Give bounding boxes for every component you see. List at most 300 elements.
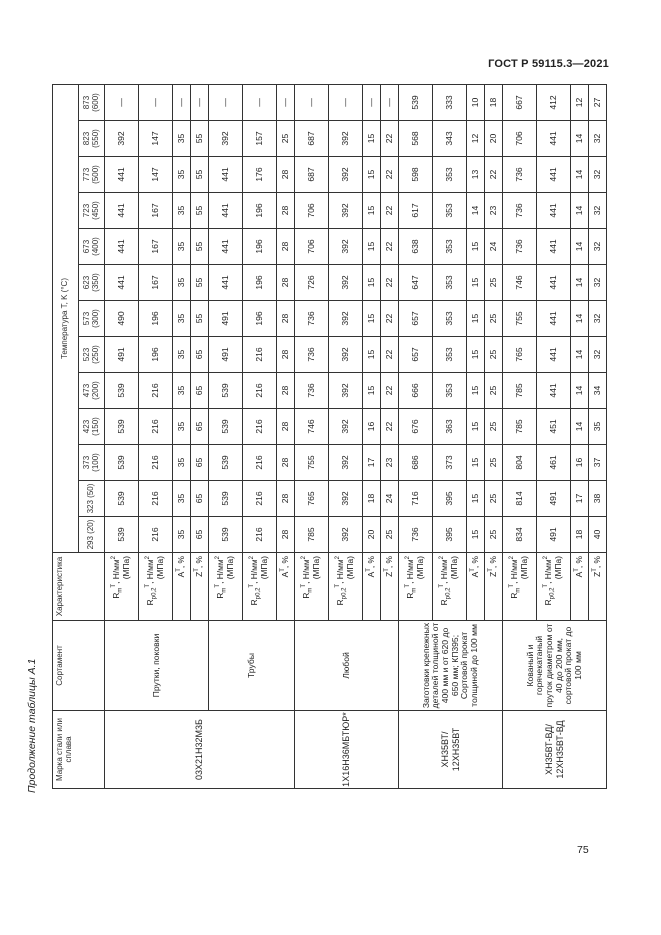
sortament-cell: Прутки, поковки — [105, 621, 209, 711]
value-cell: 34 — [589, 373, 607, 409]
value-cell: 441 — [105, 157, 139, 193]
value-cell: 12 — [467, 121, 485, 157]
value-cell: 25 — [485, 265, 503, 301]
value-cell: 686 — [399, 445, 433, 481]
value-cell: 441 — [209, 157, 243, 193]
value-cell: 14 — [571, 373, 589, 409]
temperature-cell: 323 (50) — [79, 481, 105, 517]
value-cell: 35 — [173, 373, 191, 409]
value-cell: 14 — [571, 121, 589, 157]
value-cell: 18 — [571, 517, 589, 553]
value-cell: 687 — [295, 157, 329, 193]
value-cell: 392 — [329, 409, 363, 445]
value-cell: 14 — [571, 301, 589, 337]
value-cell: 353 — [433, 373, 467, 409]
value-cell: 22 — [381, 157, 399, 193]
value-cell: 353 — [433, 193, 467, 229]
value-cell: 343 — [433, 121, 467, 157]
temperature-cell: 873 (600) — [79, 85, 105, 121]
value-cell: 38 — [589, 481, 607, 517]
value-cell: 22 — [381, 229, 399, 265]
value-cell: 55 — [191, 229, 209, 265]
temperature-cell: 823 (550) — [79, 121, 105, 157]
value-cell: 441 — [209, 193, 243, 229]
value-cell: 35 — [173, 265, 191, 301]
value-cell: 736 — [399, 517, 433, 553]
table-row — [209, 85, 243, 789]
value-cell: 765 — [503, 337, 537, 373]
value-cell: 28 — [277, 481, 295, 517]
value-cell: 167 — [139, 265, 173, 301]
value-cell: 55 — [191, 265, 209, 301]
temperature-cell: 523 (250) — [79, 337, 105, 373]
temperature-cell: 473 (200) — [79, 373, 105, 409]
grade-cell: ХН35ВТ/ 12ХН35ВТ — [399, 711, 503, 789]
value-cell: 167 — [139, 229, 173, 265]
value-cell: 392 — [329, 157, 363, 193]
value-cell: 14 — [571, 229, 589, 265]
table-row — [295, 85, 329, 789]
sortament-cell: Кованый и горячекатаный пруток диаметром от 40 до 200 мм, сортовой прокат до 100 мм — [503, 621, 607, 711]
value-cell: 706 — [295, 229, 329, 265]
value-cell: 14 — [571, 409, 589, 445]
value-cell: — — [191, 85, 209, 121]
value-cell: 28 — [277, 265, 295, 301]
value-cell: 22 — [381, 301, 399, 337]
value-cell: 392 — [329, 193, 363, 229]
value-cell: 35 — [173, 517, 191, 553]
value-cell: 15 — [467, 409, 485, 445]
value-cell: 196 — [243, 229, 277, 265]
value-cell: 491 — [537, 517, 571, 553]
temperature-cell: 773 (500) — [79, 157, 105, 193]
value-cell: 25 — [485, 373, 503, 409]
value-cell: 539 — [105, 517, 139, 553]
value-cell: 23 — [381, 445, 399, 481]
value-cell: 353 — [433, 229, 467, 265]
value-cell: 539 — [105, 445, 139, 481]
temperature-cell: 673 (400) — [79, 229, 105, 265]
value-cell: 451 — [537, 409, 571, 445]
document-id: ГОСТ Р 59115.3—2021 — [488, 58, 609, 70]
value-cell: 196 — [243, 265, 277, 301]
value-cell: 441 — [537, 265, 571, 301]
value-cell: 40 — [589, 517, 607, 553]
temperature-cell: 623 (350) — [79, 265, 105, 301]
value-cell: 35 — [173, 301, 191, 337]
value-cell: 216 — [139, 445, 173, 481]
value-cell: 15 — [467, 445, 485, 481]
value-cell: 441 — [209, 229, 243, 265]
value-cell: — — [105, 85, 139, 121]
value-cell: 20 — [485, 121, 503, 157]
value-cell: 17 — [363, 445, 381, 481]
grade-cell: ХН35ВТ-ВД/ 12ХН35ВТ-ВД — [503, 711, 607, 789]
value-cell: 35 — [173, 229, 191, 265]
value-cell: 392 — [329, 265, 363, 301]
value-cell: 216 — [139, 373, 173, 409]
value-cell: 28 — [277, 445, 295, 481]
value-cell: 687 — [295, 121, 329, 157]
value-cell: 638 — [399, 229, 433, 265]
value-cell: — — [243, 85, 277, 121]
characteristic-z: $Z^T$, % — [589, 553, 607, 621]
value-cell: 736 — [295, 373, 329, 409]
value-cell: 27 — [589, 85, 607, 121]
grade-header: Марка стали или сплава — [53, 711, 105, 789]
value-cell: 16 — [571, 445, 589, 481]
value-cell: 392 — [329, 517, 363, 553]
value-cell: — — [173, 85, 191, 121]
value-cell: 412 — [537, 85, 571, 121]
value-cell: 196 — [139, 301, 173, 337]
value-cell: 196 — [139, 337, 173, 373]
value-cell: 216 — [243, 373, 277, 409]
value-cell: 15 — [363, 157, 381, 193]
value-cell: 676 — [399, 409, 433, 445]
value-cell: 15 — [363, 121, 381, 157]
value-cell: 441 — [105, 193, 139, 229]
value-cell: 28 — [277, 301, 295, 337]
value-cell: 392 — [329, 337, 363, 373]
value-cell: 539 — [105, 409, 139, 445]
value-cell: 28 — [277, 409, 295, 445]
value-cell: 35 — [173, 193, 191, 229]
value-cell: 147 — [139, 121, 173, 157]
value-cell: 834 — [503, 517, 537, 553]
value-cell: 55 — [191, 121, 209, 157]
value-cell: 353 — [433, 265, 467, 301]
value-cell: 392 — [329, 481, 363, 517]
value-cell: 25 — [485, 445, 503, 481]
value-cell: 216 — [139, 409, 173, 445]
value-cell: — — [363, 85, 381, 121]
value-cell: 539 — [209, 445, 243, 481]
value-cell: 491 — [209, 301, 243, 337]
temperature-cell: 573 (300) — [79, 301, 105, 337]
value-cell: 746 — [503, 265, 537, 301]
temperature-cell: 723 (450) — [79, 193, 105, 229]
value-cell: 65 — [191, 481, 209, 517]
value-cell: 392 — [329, 121, 363, 157]
value-cell: — — [209, 85, 243, 121]
value-cell: 736 — [503, 157, 537, 193]
value-cell: 539 — [105, 373, 139, 409]
value-cell: 25 — [485, 337, 503, 373]
value-cell: 353 — [433, 337, 467, 373]
value-cell: 785 — [503, 373, 537, 409]
value-cell: 441 — [537, 301, 571, 337]
value-cell: 706 — [503, 121, 537, 157]
characteristic-rp: $R_{p0,2}^T$, $Н/мм^2$ (МПа) — [329, 553, 363, 621]
value-cell: 37 — [589, 445, 607, 481]
value-cell: 35 — [173, 409, 191, 445]
sortament-cell: Любой — [295, 621, 399, 711]
value-cell: 15 — [363, 229, 381, 265]
value-cell: 746 — [295, 409, 329, 445]
characteristic-rp: $R_{p0,2}^T$, $Н/мм^2$ (МПа) — [139, 553, 173, 621]
value-cell: 15 — [467, 337, 485, 373]
value-cell: 23 — [485, 193, 503, 229]
value-cell: 24 — [381, 481, 399, 517]
value-cell: 392 — [329, 445, 363, 481]
value-cell: 15 — [363, 337, 381, 373]
value-cell: 167 — [139, 193, 173, 229]
value-cell: 32 — [589, 157, 607, 193]
value-cell: 12 — [571, 85, 589, 121]
value-cell: 15 — [467, 301, 485, 337]
value-cell: 216 — [139, 481, 173, 517]
value-cell: 14 — [571, 193, 589, 229]
value-cell: 15 — [363, 193, 381, 229]
value-cell: 363 — [433, 409, 467, 445]
value-cell: 14 — [467, 193, 485, 229]
value-cell: 28 — [277, 373, 295, 409]
value-cell: 441 — [537, 337, 571, 373]
characteristic-rm: $R_m^T$, $Н/мм^2$ (МПа) — [399, 553, 433, 621]
value-cell: 65 — [191, 373, 209, 409]
characteristic-a: $A^T$, % — [571, 553, 589, 621]
value-cell: 353 — [433, 157, 467, 193]
value-cell: 15 — [467, 229, 485, 265]
value-cell: 392 — [209, 121, 243, 157]
header-row — [53, 85, 79, 789]
value-cell: 176 — [243, 157, 277, 193]
value-cell: 491 — [105, 337, 139, 373]
value-cell: 35 — [589, 409, 607, 445]
value-cell: 157 — [243, 121, 277, 157]
characteristic-rm: $R_m^T$, $Н/мм^2$ (МПа) — [105, 553, 139, 621]
value-cell: 216 — [243, 481, 277, 517]
value-cell: 22 — [485, 157, 503, 193]
value-cell: 65 — [191, 445, 209, 481]
temperature-header: Температура T, K (°C) — [53, 85, 79, 553]
value-cell: 35 — [173, 481, 191, 517]
value-cell: 392 — [105, 121, 139, 157]
characteristic-rm: $R_m^T$, $Н/мм^2$ (МПа) — [295, 553, 329, 621]
value-cell: 16 — [363, 409, 381, 445]
value-cell: 35 — [173, 337, 191, 373]
table-row — [503, 85, 537, 789]
value-cell: 32 — [589, 301, 607, 337]
value-cell: 647 — [399, 265, 433, 301]
characteristic-rp: $R_{p0,2}^T$, $Н/мм^2$ (МПа) — [537, 553, 571, 621]
value-cell: 22 — [381, 337, 399, 373]
value-cell: 22 — [381, 265, 399, 301]
value-cell: 491 — [209, 337, 243, 373]
value-cell: 539 — [399, 85, 433, 121]
value-cell: 32 — [589, 337, 607, 373]
value-cell: 55 — [191, 301, 209, 337]
value-cell: 716 — [399, 481, 433, 517]
characteristic-z: $Z^T$, % — [485, 553, 503, 621]
value-cell: 25 — [485, 481, 503, 517]
value-cell: 333 — [433, 85, 467, 121]
value-cell: 441 — [105, 265, 139, 301]
table-caption: Продолжение таблицы А.1 — [26, 658, 38, 793]
value-cell: 765 — [295, 481, 329, 517]
value-cell: 441 — [105, 229, 139, 265]
value-cell: 35 — [173, 157, 191, 193]
value-cell: 32 — [589, 193, 607, 229]
value-cell: 28 — [277, 229, 295, 265]
value-cell: 667 — [503, 85, 537, 121]
value-cell: 726 — [295, 265, 329, 301]
value-cell: 35 — [173, 121, 191, 157]
value-cell: 20 — [363, 517, 381, 553]
value-cell: 353 — [433, 301, 467, 337]
sortament-header: Сортамент — [53, 621, 105, 711]
temperature-cell: 373 (100) — [79, 445, 105, 481]
temperature-cell: 423 (150) — [79, 409, 105, 445]
value-cell: 25 — [485, 409, 503, 445]
value-cell: — — [381, 85, 399, 121]
value-cell: 196 — [243, 193, 277, 229]
table-row — [105, 85, 139, 789]
characteristic-a: $A^T$, % — [277, 553, 295, 621]
sortament-cell: Трубы — [209, 621, 295, 711]
value-cell: 28 — [277, 193, 295, 229]
value-cell: 539 — [209, 517, 243, 553]
value-cell: 32 — [589, 229, 607, 265]
value-cell: 216 — [243, 409, 277, 445]
value-cell: 65 — [191, 517, 209, 553]
value-cell: 18 — [363, 481, 381, 517]
value-cell: 657 — [399, 337, 433, 373]
value-cell: 28 — [277, 517, 295, 553]
value-cell: 216 — [243, 337, 277, 373]
value-cell: 392 — [329, 373, 363, 409]
value-cell: 785 — [295, 517, 329, 553]
value-cell: 539 — [209, 481, 243, 517]
characteristic-rm: $R_m^T$, $Н/мм^2$ (МПа) — [209, 553, 243, 621]
value-cell: 490 — [105, 301, 139, 337]
temperature-cell: 293 (20) — [79, 517, 105, 553]
grade-cell: 03Х21Н32М3Б — [105, 711, 295, 789]
value-cell: 18 — [485, 85, 503, 121]
value-cell: — — [277, 85, 295, 121]
characteristic-z: $Z^T$, % — [191, 553, 209, 621]
value-cell: 14 — [571, 337, 589, 373]
value-cell: 755 — [295, 445, 329, 481]
value-cell: 441 — [537, 229, 571, 265]
value-cell: 13 — [467, 157, 485, 193]
value-cell: 814 — [503, 481, 537, 517]
value-cell: 15 — [467, 373, 485, 409]
value-cell: 736 — [503, 193, 537, 229]
value-cell: 17 — [571, 481, 589, 517]
value-cell: 441 — [537, 157, 571, 193]
value-cell: 804 — [503, 445, 537, 481]
value-cell: 216 — [243, 517, 277, 553]
value-cell: 736 — [295, 337, 329, 373]
value-cell: — — [329, 85, 363, 121]
value-cell: 539 — [209, 373, 243, 409]
value-cell: 32 — [589, 265, 607, 301]
value-cell: 65 — [191, 337, 209, 373]
value-cell: 28 — [277, 337, 295, 373]
value-cell: 736 — [295, 301, 329, 337]
value-cell: 706 — [295, 193, 329, 229]
value-cell: — — [295, 85, 329, 121]
characteristic-rm: $R_m^T$, $Н/мм^2$ (МПа) — [503, 553, 537, 621]
sortament-cell: Заготовки крепежных деталей толщиной от 400 мм и от 620 до 650 мм; КП395; Сортовой прокат толщиной до 100 мм — [399, 621, 503, 711]
value-cell: 25 — [277, 121, 295, 157]
value-cell: 25 — [381, 517, 399, 553]
value-cell: 441 — [537, 373, 571, 409]
value-cell: 15 — [467, 517, 485, 553]
value-cell: 666 — [399, 373, 433, 409]
value-cell: 392 — [329, 301, 363, 337]
characteristic-header: Характеристика — [53, 553, 105, 621]
value-cell: 22 — [381, 121, 399, 157]
value-cell: 755 — [503, 301, 537, 337]
value-cell: 395 — [433, 517, 467, 553]
value-cell: — — [139, 85, 173, 121]
value-cell: 32 — [589, 121, 607, 157]
value-cell: 441 — [537, 193, 571, 229]
value-cell: 539 — [105, 481, 139, 517]
value-cell: 22 — [381, 373, 399, 409]
value-cell: 461 — [537, 445, 571, 481]
characteristic-a: $A^T$, % — [363, 553, 381, 621]
value-cell: 22 — [381, 409, 399, 445]
rotated-table-wrapper — [52, 84, 602, 789]
properties-table — [52, 84, 607, 789]
characteristic-a: $A^T$, % — [173, 553, 191, 621]
value-cell: 28 — [277, 157, 295, 193]
value-cell: 196 — [243, 301, 277, 337]
value-cell: 392 — [329, 229, 363, 265]
value-cell: 15 — [467, 481, 485, 517]
value-cell: 15 — [363, 265, 381, 301]
value-cell: 441 — [209, 265, 243, 301]
value-cell: 55 — [191, 193, 209, 229]
value-cell: 24 — [485, 229, 503, 265]
value-cell: 15 — [363, 301, 381, 337]
value-cell: 15 — [467, 265, 485, 301]
value-cell: 785 — [503, 409, 537, 445]
value-cell: 539 — [209, 409, 243, 445]
characteristic-z: $Z^T$, % — [381, 553, 399, 621]
value-cell: 14 — [571, 265, 589, 301]
value-cell: 216 — [243, 445, 277, 481]
value-cell: 22 — [381, 193, 399, 229]
value-cell: 395 — [433, 481, 467, 517]
value-cell: 15 — [363, 373, 381, 409]
grade-cell: 1Х16Н36МБТЮР* — [295, 711, 399, 789]
value-cell: 10 — [467, 85, 485, 121]
value-cell: 568 — [399, 121, 433, 157]
value-cell: 617 — [399, 193, 433, 229]
value-cell: 736 — [503, 229, 537, 265]
value-cell: 55 — [191, 157, 209, 193]
value-cell: 373 — [433, 445, 467, 481]
value-cell: 657 — [399, 301, 433, 337]
value-cell: 441 — [537, 121, 571, 157]
value-cell: 35 — [173, 445, 191, 481]
value-cell: 14 — [571, 157, 589, 193]
characteristic-rp: $R_{p0,2}^T$, $Н/мм^2$ (МПа) — [433, 553, 467, 621]
characteristic-a: $A^T$, % — [467, 553, 485, 621]
value-cell: 65 — [191, 409, 209, 445]
value-cell: 25 — [485, 517, 503, 553]
value-cell: 25 — [485, 301, 503, 337]
value-cell: 598 — [399, 157, 433, 193]
table-row — [399, 85, 433, 789]
value-cell: 491 — [537, 481, 571, 517]
value-cell: 216 — [139, 517, 173, 553]
